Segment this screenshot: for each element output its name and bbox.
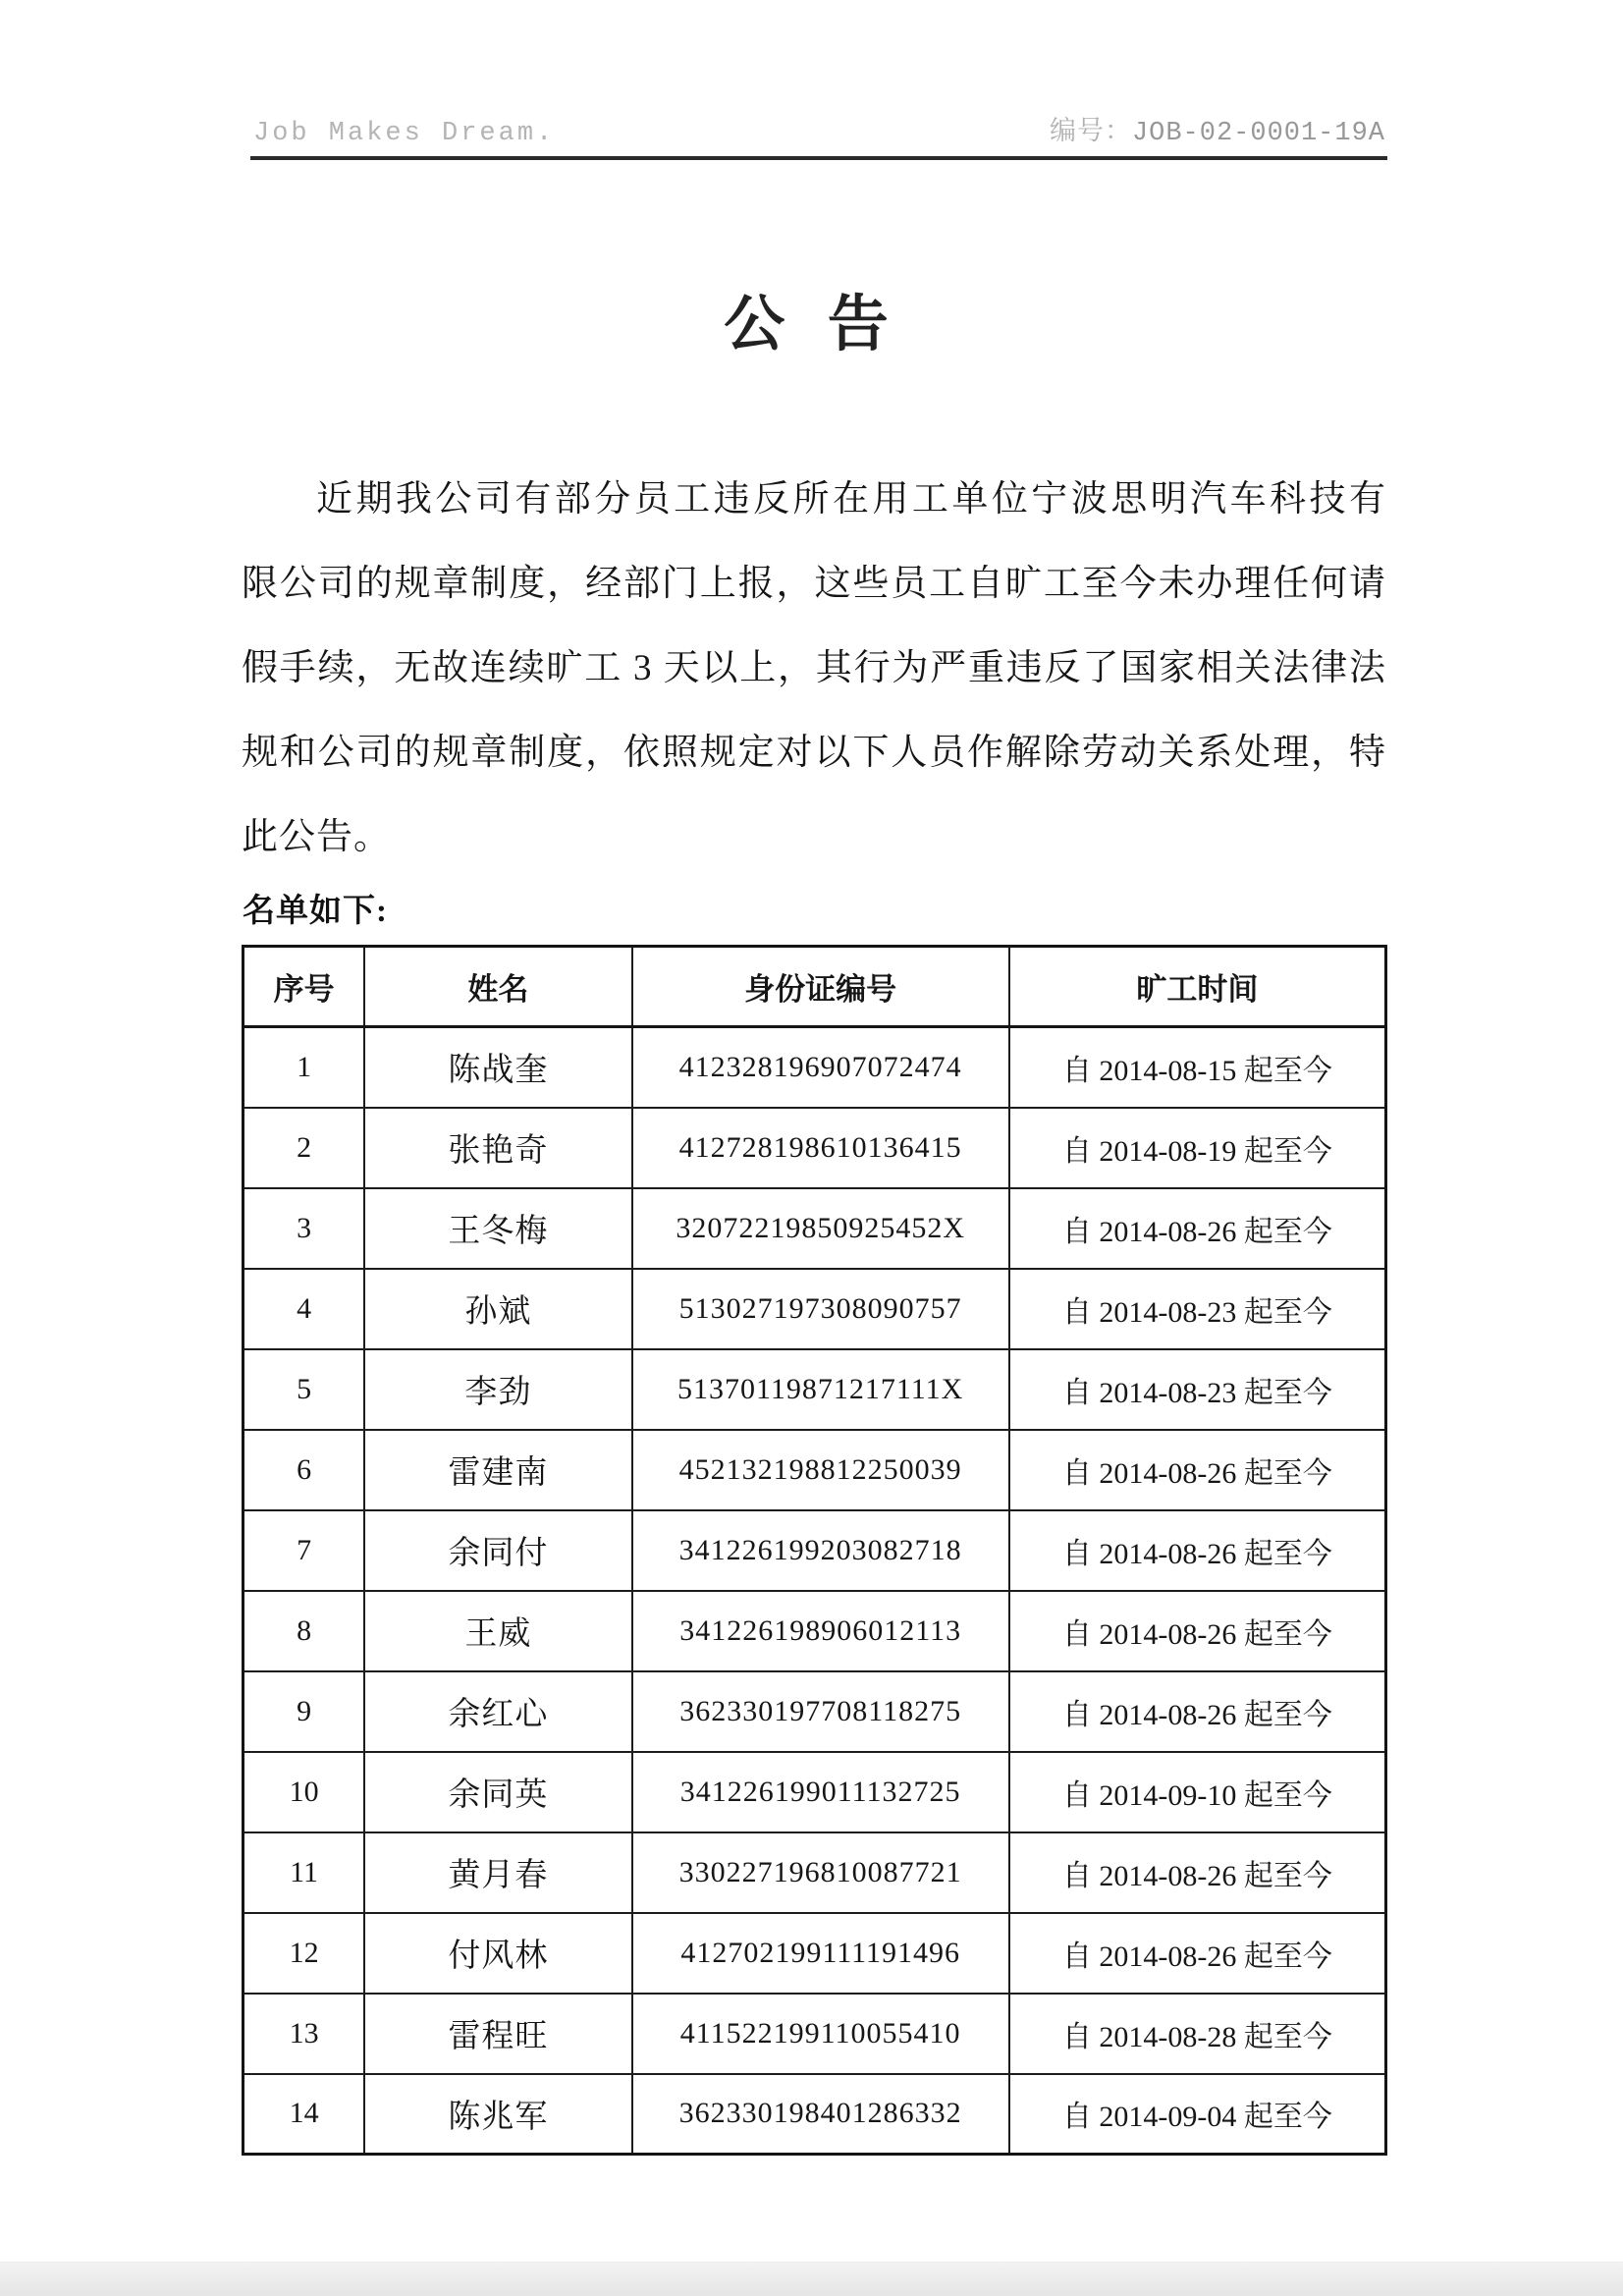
column-header: 序号 [243, 947, 365, 1027]
absence-period: 自 2014-08-28 起至今 [1009, 1994, 1386, 2074]
absence-period: 自 2014-08-26 起至今 [1009, 1671, 1386, 1752]
absence-period: 自 2014-08-26 起至今 [1009, 1510, 1386, 1591]
employee-name: 付风林 [364, 1913, 631, 1994]
roster-table-body [243, 1027, 1386, 2155]
row-index: 4 [243, 1269, 365, 1349]
table-row [243, 1671, 1386, 1752]
table-row [243, 1027, 1386, 1108]
employee-name: 雷程旺 [364, 1994, 631, 2074]
doc-number-label: 编号： [1049, 116, 1132, 145]
column-header: 姓名 [364, 947, 631, 1027]
row-index: 6 [243, 1430, 365, 1510]
employee-name: 王威 [364, 1591, 631, 1671]
id-number: 412328196907072474 [632, 1027, 1009, 1108]
employee-name: 王冬梅 [364, 1188, 631, 1269]
roster-table [242, 945, 1387, 2156]
body-line: 此公告。 [242, 817, 391, 857]
employee-name: 张艳奇 [364, 1108, 631, 1188]
id-number: 411522199110055410 [632, 1994, 1009, 2074]
absence-period: 自 2014-08-15 起至今 [1009, 1027, 1386, 1108]
id-number: 412728198610136415 [632, 1108, 1009, 1188]
id-number: 330227196810087721 [632, 1832, 1009, 1913]
id-number: 412702199111191496 [632, 1913, 1009, 1994]
row-index: 13 [243, 1994, 365, 2074]
id-number: 51370119871217111X [632, 1349, 1009, 1430]
header-rule [250, 156, 1387, 160]
absence-period: 自 2014-08-26 起至今 [1009, 1188, 1386, 1269]
employee-name: 孙斌 [364, 1269, 631, 1349]
scan-edge-shadow [0, 2262, 1623, 2296]
body-line: 规和公司的规章制度，依照规定对以下人员作解除劳动关系处理，特 [242, 733, 1386, 773]
row-index: 2 [243, 1108, 365, 1188]
employee-name: 黄月春 [364, 1832, 631, 1913]
column-header: 旷工时间 [1009, 947, 1386, 1027]
row-index: 9 [243, 1671, 365, 1752]
absence-period: 自 2014-08-23 起至今 [1009, 1349, 1386, 1430]
table-row [243, 1752, 1386, 1832]
table-row [243, 1108, 1386, 1188]
row-index: 12 [243, 1913, 365, 1994]
header-doc-number [1050, 114, 1385, 150]
row-index: 1 [243, 1027, 365, 1108]
table-row [243, 2074, 1386, 2155]
absence-period: 自 2014-08-26 起至今 [1009, 1832, 1386, 1913]
body-line: 限公司的规章制度，经部门上报，这些员工自旷工至今未办理任何请 [242, 564, 1386, 604]
absence-period: 自 2014-09-10 起至今 [1009, 1752, 1386, 1832]
table-row [243, 1913, 1386, 1994]
table-row [243, 1994, 1386, 2074]
row-index: 5 [243, 1349, 365, 1430]
row-index: 10 [243, 1752, 365, 1832]
table-row [243, 1349, 1386, 1430]
id-number: 362330197708118275 [632, 1671, 1009, 1752]
row-index: 3 [243, 1188, 365, 1269]
doc-number-value: JOB-02-0001-19A [1131, 119, 1385, 148]
id-number: 341226199011132725 [632, 1752, 1009, 1832]
table-row [243, 1832, 1386, 1913]
id-number: 362330198401286332 [632, 2074, 1009, 2155]
table-row [243, 1269, 1386, 1349]
table-row [243, 1510, 1386, 1591]
column-header: 身份证编号 [632, 947, 1009, 1027]
page-header [253, 114, 1385, 150]
id-number: 513027197308090757 [632, 1269, 1009, 1349]
id-number: 341226199203082718 [632, 1510, 1009, 1591]
table-row [243, 1430, 1386, 1510]
roster-table-head [243, 947, 1386, 1027]
id-number: 32072219850925452X [632, 1188, 1009, 1269]
employee-name: 余同付 [364, 1510, 631, 1591]
list-label: 名单如下: [243, 894, 388, 929]
row-index: 7 [243, 1510, 365, 1591]
absence-period: 自 2014-08-23 起至今 [1009, 1269, 1386, 1349]
body-paragraph [242, 458, 1386, 880]
table-row [243, 1591, 1386, 1671]
employee-name: 陈兆军 [364, 2074, 631, 2155]
body-line: 近期我公司有部分员工违反所在用工单位宁波思明汽车科技有 [316, 479, 1386, 519]
table-header-row [243, 947, 1386, 1027]
body-line: 假手续，无故连续旷工 3 天以上，其行为严重违反了国家相关法律法 [242, 648, 1386, 688]
header-slogan: Job Makes Dream. [253, 119, 556, 148]
id-number: 341226198906012113 [632, 1591, 1009, 1671]
employee-name: 李劲 [364, 1349, 631, 1430]
employee-name: 余红心 [364, 1671, 631, 1752]
id-number: 452132198812250039 [632, 1430, 1009, 1510]
employee-name: 余同英 [364, 1752, 631, 1832]
employee-name: 陈战奎 [364, 1027, 631, 1108]
row-index: 8 [243, 1591, 365, 1671]
absence-period: 自 2014-08-26 起至今 [1009, 1913, 1386, 1994]
row-index: 11 [243, 1832, 365, 1913]
page-title: 公 告 [724, 292, 902, 358]
table-row [243, 1188, 1386, 1269]
absence-period: 自 2014-08-19 起至今 [1009, 1108, 1386, 1188]
row-index: 14 [243, 2074, 365, 2155]
absence-period: 自 2014-09-04 起至今 [1009, 2074, 1386, 2155]
absence-period: 自 2014-08-26 起至今 [1009, 1591, 1386, 1671]
absence-period: 自 2014-08-26 起至今 [1009, 1430, 1386, 1510]
employee-name: 雷建南 [364, 1430, 631, 1510]
